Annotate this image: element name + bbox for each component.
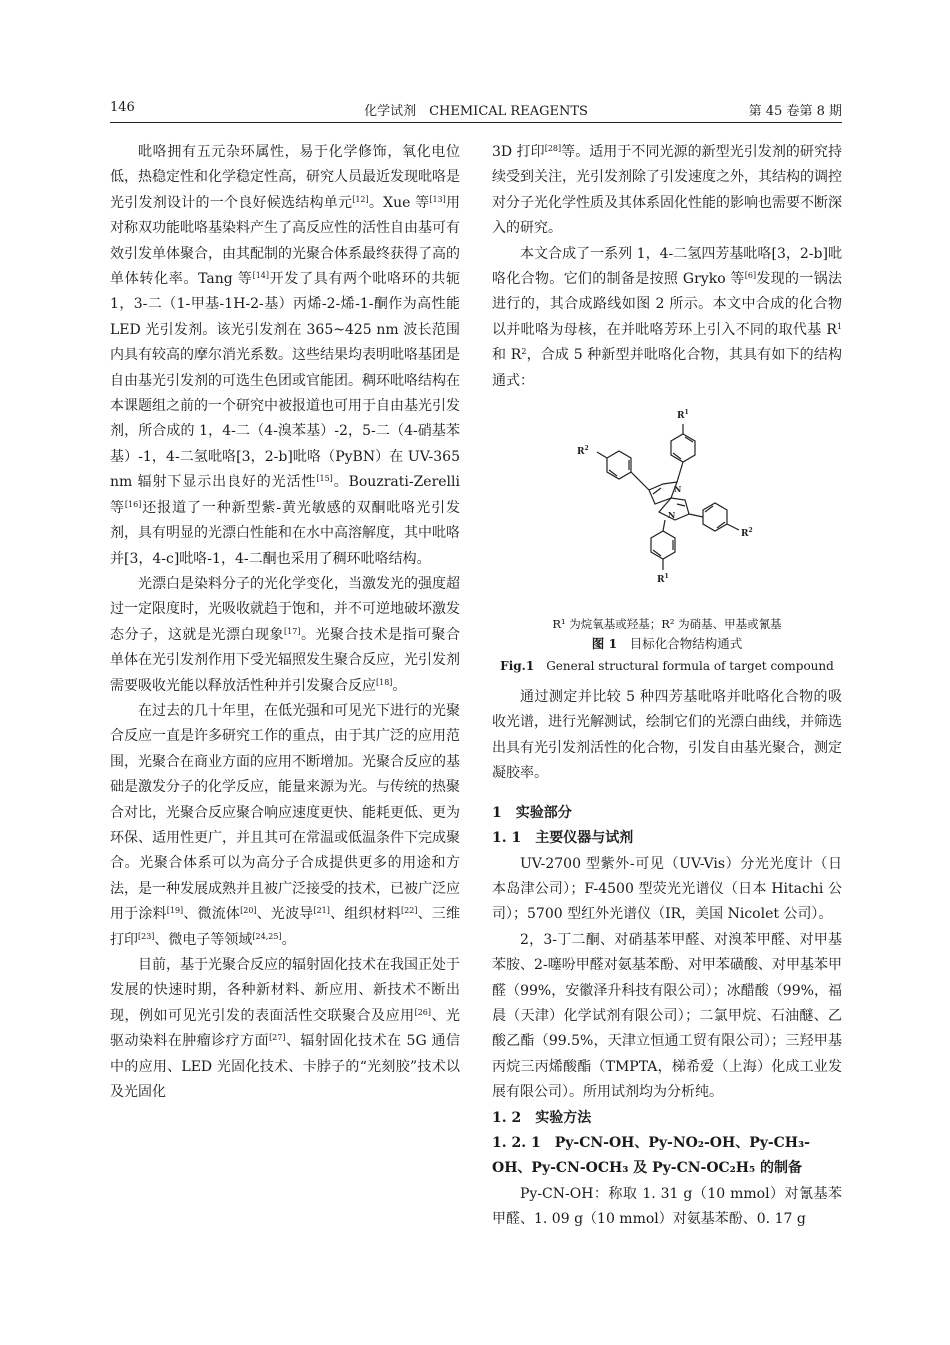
subsection-heading: 1. 2 实验方法 — [492, 1109, 592, 1126]
nitrogen-label: N — [668, 510, 676, 521]
citation[interactable]: [21] — [313, 906, 330, 916]
chemical-structure — [567, 400, 767, 610]
paragraph: 2，3-丁二酮、对硝基苯甲醛、对溴苯甲醛、对甲基苯胺、2-噻吩甲醛对氨基苯酚、对甲苯磺酸、对甲基苯甲醛（99%，安徽泽升科技有限公司）；冰醋酸（99%，福晨（天津）化学试剂有限公司）；二氯甲烷、石油醚、乙酸乙酯（99.5%，天津立恒通工贸有限公司）；三羟甲基丙烷三丙烯酸酯（TMPTA，梯希爱（上海）化成工业发展有限公司）。所用试剂均为分析纯。 — [492, 931, 842, 1101]
citation[interactable]: [17] — [284, 626, 301, 636]
paragraph: 吡咯拥有五元杂环属性，易于化学修饰，氧化电位低，热稳定性和化学稳定性高，研究人员最近发现吡咯是光引发剂设计的一个良好候选结构单元[12]。Xue 等[13]用对称双功能吡咯基染料产生了高反应性的活性自由基可有效引发单体聚合，由其配制的光聚合体系最终获得了高的单体转化率。Tang 等[14]开发了具有两个吡咯环的共轭 1，3-二（1-甲基-1H-2-基）丙烯-2-烯-1-酮作为高性能 LED 光引发剂。该光引发剂在 365~425 nm 波长范围内具有较高的摩尔消光系数。这些结果均表明吡咯基团是自由基光引发剂的可选生色团或官能团。稠环吡咯结构在本课题组之前的一个研究中被报道也可用于自由基光引发剂，所合成的 1，4-二（4-溴苯基）-2，5-二（4-硝基苯基）-1，4-二氢吡咯[3，2-b]吡咯（PyBN）在 UV-365 nm 辐射下显示出良好的光活性[15]。Bouzrati-Zerelli 等[16]还报道了一种新型紫-黄光敏感的双酮吡咯光引发剂，具有明显的光漂白性能和在水中高溶解度，其中吡咯并[3，4-c]吡咯-1，4-二酮也采用了稠环吡咯结构。 — [110, 144, 461, 567]
phenyl-ring — [651, 531, 675, 559]
citation[interactable]: [14] — [252, 271, 269, 281]
citation[interactable]: [16] — [124, 499, 142, 509]
citation[interactable]: [27] — [269, 1033, 286, 1043]
paragraph: 光漂白是染料分子的光化学变化，当激发光的强度超过一定限度时，光吸收就趋于饱和，并不可逆地破坏激发态分子，这就是光漂白现象[17]。光聚合技术是指可聚合单体在光引发剂作用下受光辐照发生聚合反应，光引发剂需要吸收光能以释放活性种并引发聚合反应[18]。 — [110, 575, 461, 694]
phenyl-ring — [671, 434, 695, 462]
paragraph: 通过测定并比较 5 种四芳基吡咯并吡咯化合物的吸收光谱，进行光解测试，绘制它们的光漂白曲线，并筛选出具有光引发剂活性的化合物，引发自由基光聚合，测定凝胶率。 — [492, 689, 842, 782]
nitrogen-label: N — [674, 484, 682, 495]
header-rule — [110, 122, 842, 123]
page-number: 146 — [110, 100, 135, 115]
citation[interactable]: [13] — [429, 194, 446, 204]
paragraph: 3D 打印[28]等。适用于不同光源的新型光引发剂的研究持续受到关注，光引发剂除了引发速度之外，其结构的调控对分子光化学性质及其体系固化性能的影响也需要不断深入的研究。 — [492, 144, 842, 237]
volume-issue: 第 45 卷第 8 期 — [748, 104, 842, 119]
paragraph: 目前，基于光聚合反应的辐射固化技术在我国正处于发展的快速时期，各种新材料、新应用、新技术不断出现，例如可见光引发的表面活性交联聚合及应用[26]、光驱动染料在肿瘤诊疗方面[27]、辐射固化技术在 5G 通信中的应用、LED 光固化技术、卡脖子的“光刻胶”技术以及光固化 — [110, 957, 461, 1101]
citation[interactable]: [26] — [414, 1007, 431, 1017]
citation[interactable]: [22] — [401, 906, 418, 916]
left-column — [110, 140, 460, 1105]
phenyl-ring — [607, 451, 631, 479]
r2-label: $R^2$ — [577, 445, 589, 458]
figure-caption-en: Fig.1 General structural formula of target compound — [500, 659, 834, 674]
section-heading: 1 实验部分 — [492, 804, 572, 821]
phenyl-ring — [703, 503, 727, 531]
citation[interactable]: [24,25] — [252, 931, 282, 941]
citation[interactable]: [18] — [376, 677, 393, 687]
citation[interactable]: [23] — [138, 931, 155, 941]
figure-legend: R¹ 为烷氧基或羟基；R² 为硝基、甲基或氰基 — [552, 617, 782, 632]
subsubsection-heading: 1. 2. 1 Py-CN-OH、Py-NO₂-OH、Py-CH₃-OH、Py-CN-OCH₃ 及 Py-CN-OC₂H₅ 的制备 — [492, 1134, 810, 1177]
paragraph: Py-CN-OH：称取 1. 31 g（10 mmol）对氰基苯甲醛、1. 09 g（10 mmol）对氨基苯酚、0. 17 g — [492, 1185, 842, 1228]
citation[interactable]: [19] — [166, 906, 184, 916]
citation[interactable]: [15] — [316, 474, 333, 484]
citation[interactable]: [6] — [744, 271, 757, 281]
citation[interactable]: [28] — [544, 144, 562, 153]
journal-title: 化学试剂 CHEMICAL REAGENTS — [364, 104, 588, 119]
page-header — [110, 100, 842, 122]
paragraph: 在过去的几十年里，在低光强和可见光下进行的光聚合反应一直是许多研究工作的重点，由于其广泛的应用范围，光聚合在商业方面的应用不断增加。光聚合反应的基础是激发分子的化学反应，能量来源为光。与传统的热聚合对比，光聚合反应聚合响应速度更快、能耗更低、更为环保、适用性更广，并且其可在常温或低温条件下完成聚合。光聚合体系可以为高分子合成提供更多的用途和方法，是一种发展成熟并且被广泛接受的技术，已被广泛应用于涂料[19]、微流体[20]、光波导[21]、组织材料[22]、三维打印[23]、微电子等领域[24,25]。 — [110, 702, 460, 948]
r1-label: $R^1$ — [677, 409, 689, 422]
r1-label: $R^1$ — [657, 573, 669, 586]
r2-label: $R^2$ — [741, 527, 753, 540]
figure-caption-cn: 图 1 目标化合物结构通式 — [591, 636, 743, 652]
structure-figure — [492, 400, 842, 615]
paragraph: UV-2700 型紫外-可见（UV-Vis）分光光度计（日本岛津公司）；F-4500 型荧光光谱仪（日本 Hitachi 公司）；5700 型红外光谱仪（IR，美国 Nicolet 公司）。 — [492, 855, 842, 923]
pyrrole-ring — [649, 482, 677, 504]
citation[interactable]: [12] — [352, 194, 369, 204]
subsection-heading: 1. 1 主要仪器与试剂 — [492, 830, 634, 847]
right-column — [492, 140, 842, 1233]
paragraph: 本文合成了一系列 1，4-二氢四芳基吡咯[3，2-b]吡咯化合物。它们的制备是按照 Gryko 等[6]发现的一锅法进行的，其合成路线如图 2 所示。本文中合成的化合物以并吡咯为母核，在并吡咯芳环上引入不同的取代基 $R^1$ 和 $R^2$，合成 5 种新型并吡咯化合物，其具有如下的结构通式： — [492, 245, 842, 389]
citation[interactable]: [20] — [240, 906, 257, 916]
